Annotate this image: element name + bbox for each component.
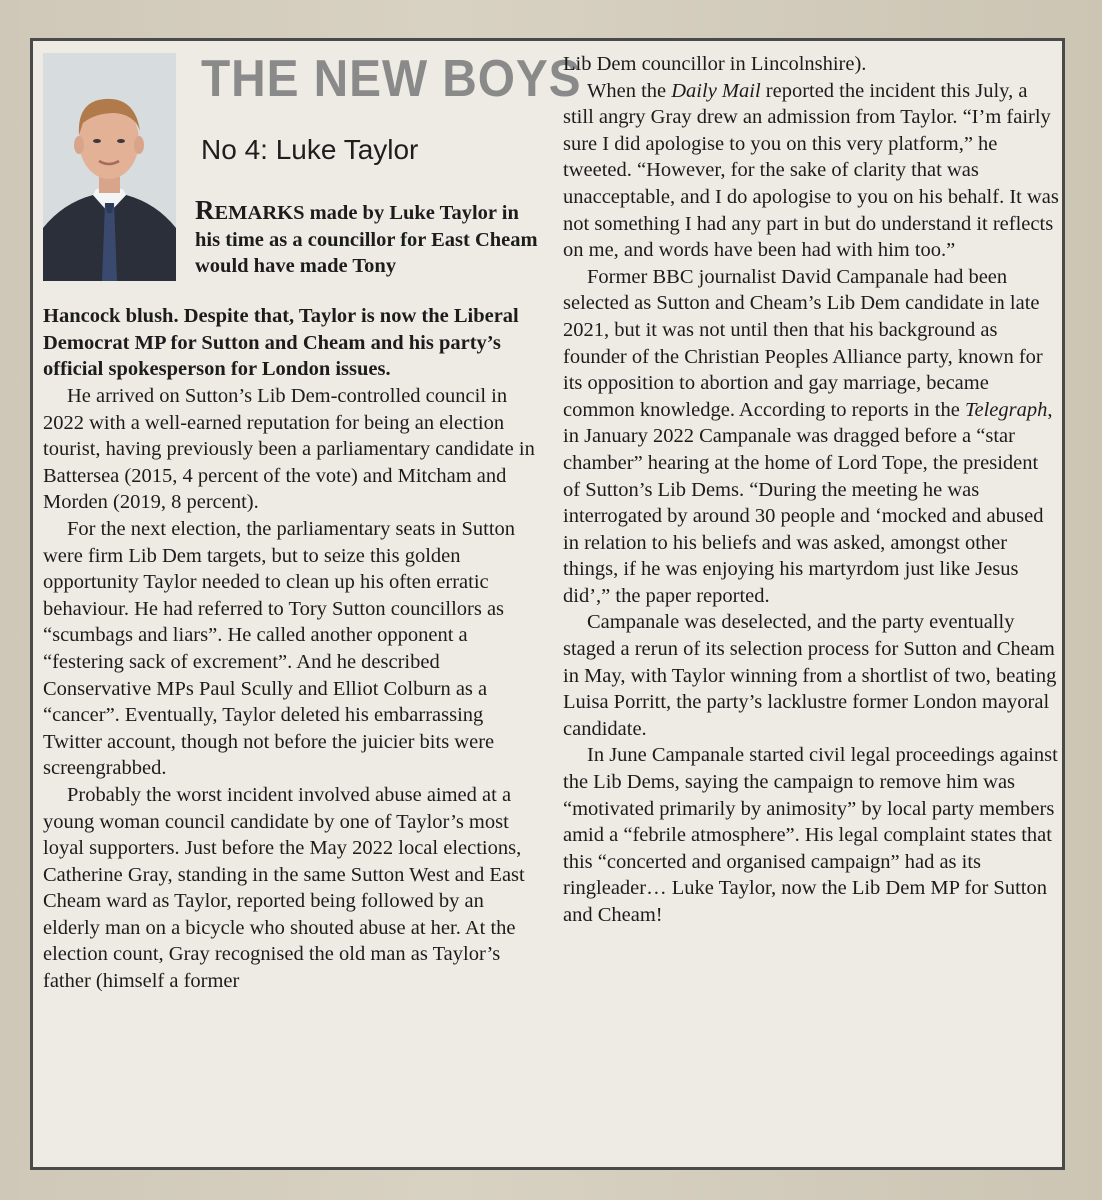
- lede-paragraph: [195, 197, 545, 280]
- paragraph: When the Daily Mail reported the incident this July, a still angry Gray drew an admission from Taylor. “I’m fairly sure I did apologise to you on this very platform,” he tweeted. “However, for the sake of clarity that was unacceptable, and I do apologise to you on his behalf. It was not something I had any part in but do understand it reflects on me, and words have been had with him too.”: [563, 79, 1059, 262]
- paragraph: For the next election, the parliamentary seats in Sutton were firm Lib Dem targets, but to seize this golden opportunity Taylor needed to clean up his often erratic behaviour. He had referred to Tory Sutton councillors as “scumbags and liars”. He called another opponent a “festering sack of excrement”. And he described Conservative MPs Paul Scully and Elliot Colburn as a “cancer”. Eventually, Taylor deleted his embarrassing Twitter account, though not before the juicier bits were screengrabbed.: [43, 517, 516, 780]
- publication-name: Telegraph: [964, 398, 1048, 421]
- subheadline: No 4: Luke Taylor: [201, 134, 419, 165]
- right-column: [563, 51, 1059, 929]
- headline: THE NEW BOYS: [201, 50, 582, 108]
- portrait-illustration: [43, 53, 176, 281]
- article-box: [30, 38, 1065, 1170]
- publication-name: Daily Mail: [671, 79, 761, 102]
- portrait-photo: [43, 53, 176, 281]
- lede-text-narrow: EMARKS made by Luke Taylor in his time as a councillor for East Cheam would have made Tony: [195, 202, 538, 278]
- lede-paragraph-continued: Hancock blush. Despite that, Taylor is now the Liberal Democrat MP for Sutton and Cheam and his party’s official spokesperson for London issues.: [43, 305, 519, 381]
- paragraph: Former BBC journalist David Campanale had been selected as Sutton and Cheam’s Lib Dem candidate in late 2021, but it was not until then that his background as founder of the Christian Peoples Alliance party, known for its opposition to abortion and gay marriage, became common knowledge. According to reports in the Telegraph, in January 2022 Campanale was dragged before a “star chamber” hearing at the home of Lord Tope, the president of Sutton’s Lib Dems. “During the meeting he was interrogated by around 30 people and ‘mocked and abused in relation to his beliefs and was asked, amongst other things, if he was enjoying his martyrdom just like Jesus did’,” the paper reported.: [563, 265, 1053, 607]
- paragraph: Campanale was deselected, and the party eventually staged a rerun of its selection process for Sutton and Cheam in May, with Taylor winning from a shortlist of two, beating Luisa Porritt, the party’s lacklustre former London mayoral candidate.: [563, 611, 1057, 740]
- paragraph: In June Campanale started civil legal proceedings against the Lib Dems, saying the campaign to remove him was “motivated primarily by animosity” by local party members amid a “febrile atmosphere”. His legal complaint states that this “concerted and organised campaign” had as its ringleader… Luke Taylor, now the Lib Dem MP for Sutton and Cheam!: [563, 744, 1058, 926]
- paragraph: Probably the worst incident involved abuse aimed at a young woman council candidate by one of Taylor’s most loyal supporters. Just before the May 2022 local elections, Catherine Gray, standing in the same Sutton West and East Cheam ward as Taylor, reported being followed by an elderly man on a bicycle who shouted abuse at her. At the election count, Gray recognised the old man as Taylor’s father (himself a former: [43, 783, 525, 993]
- left-column: [43, 383, 545, 995]
- paragraph-continuation: Lib Dem councillor in Lincolnshire).: [563, 53, 867, 75]
- drop-cap: R: [195, 195, 215, 225]
- paragraph: He arrived on Sutton’s Lib Dem-controlled council in 2022 with a well-earned reputation for being an election tourist, having previously been a parliamentary candidate in Battersea (2015, 4 percent of the vote) and Mitcham and Morden (2019, 8 percent).: [43, 385, 535, 514]
